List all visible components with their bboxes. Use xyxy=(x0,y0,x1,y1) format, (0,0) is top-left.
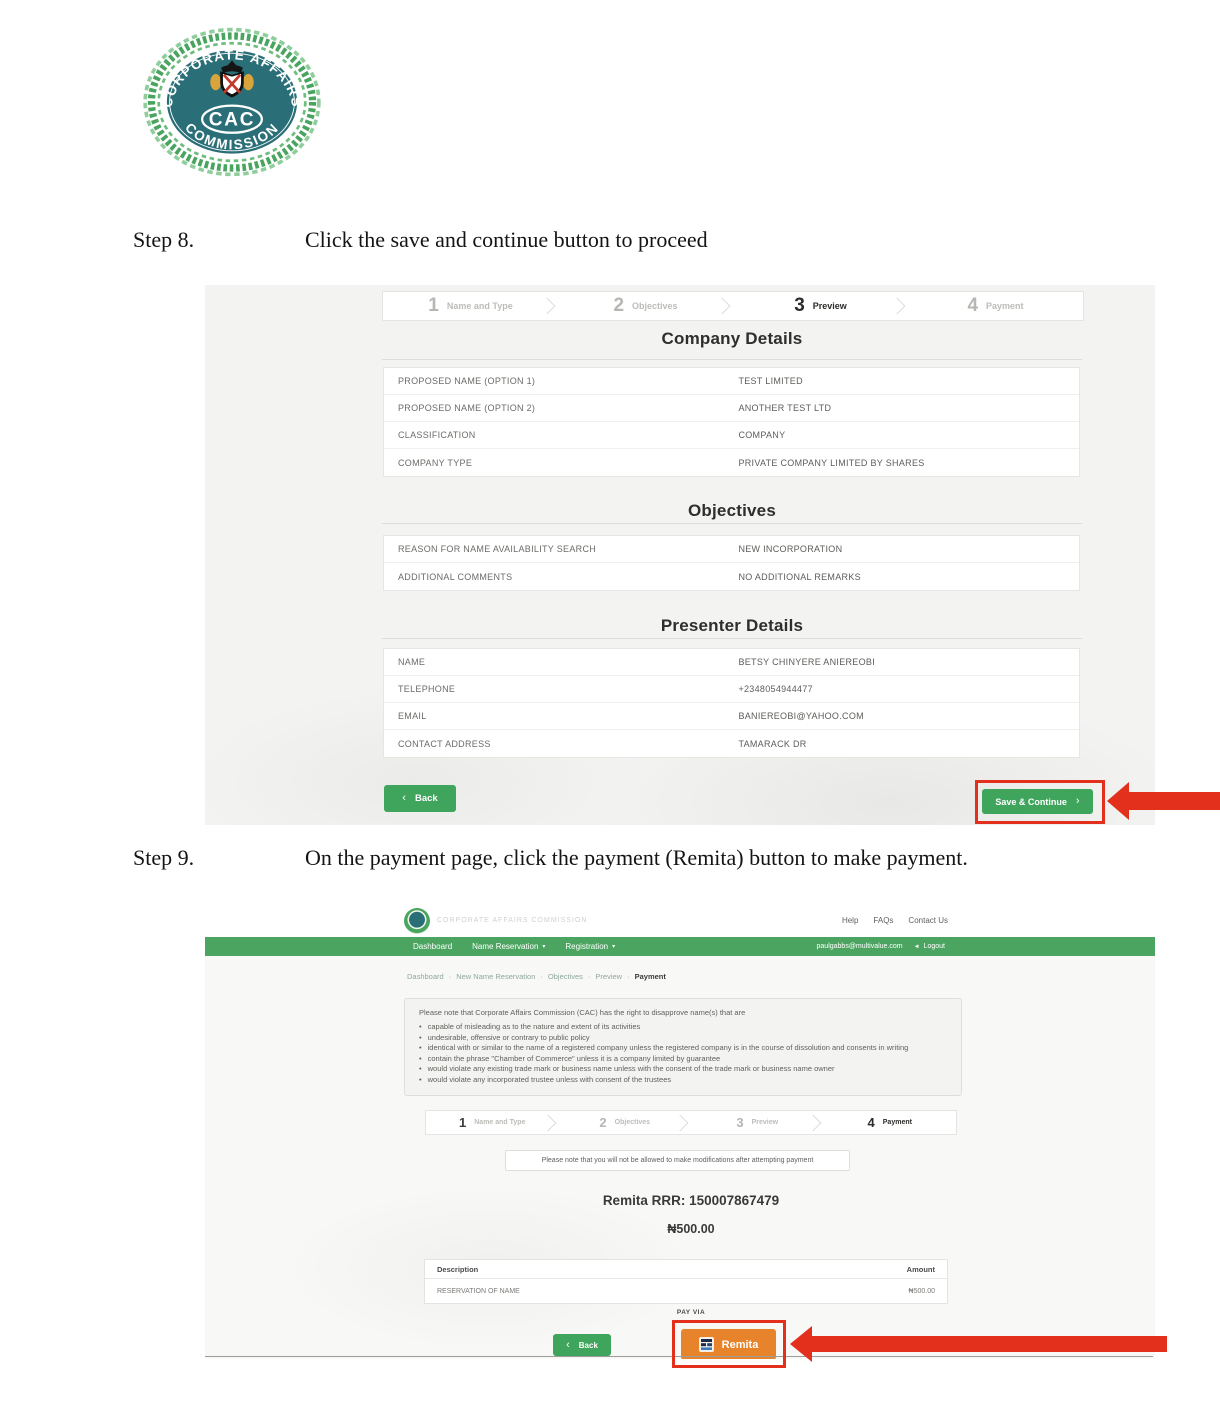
step-payment: 4 Payment xyxy=(867,1115,912,1130)
step-payment: 4 Payment xyxy=(967,295,1024,316)
wizard-stepper xyxy=(425,1110,957,1135)
highlight-box-save-continue xyxy=(975,780,1105,824)
step9-instruction: On the payment page, click the payment (Remita) button to make payment. xyxy=(305,845,968,870)
user-email: paulgabbs@multivalue.com xyxy=(816,943,903,950)
presenter-details-title: Presenter Details xyxy=(660,616,804,635)
cac-logo xyxy=(140,26,324,178)
list-item: • capable of misleading as to the nature and extent of its activities xyxy=(419,1022,641,1031)
table-row: COMPANY TYPE PRIVATE COMPANY LIMITED BY SHARES xyxy=(398,457,925,468)
divider xyxy=(382,638,1082,639)
company-details-title: Company Details xyxy=(661,329,803,348)
brand-text: CORPORATE AFFAIRS COMMISSION xyxy=(437,917,588,924)
list-item: • would violate any existing trade mark or business name unless with the consent of the trade mark or business name owner xyxy=(419,1064,835,1073)
table-row: CONTACT ADDRESS TAMARACK DR xyxy=(398,738,807,749)
table-row: PROPOSED NAME (OPTION 2) ANOTHER TEST LTD xyxy=(384,395,1079,422)
step-objectives: 2 Objectives xyxy=(558,292,733,320)
faqs-link[interactable]: FAQs xyxy=(873,916,894,925)
breadcrumb-new-name-reservation[interactable]: New Name Reservation xyxy=(456,972,536,981)
company-details-table xyxy=(383,367,1080,477)
divider xyxy=(382,523,1082,524)
logout-button[interactable]: ◄ Logout xyxy=(913,943,945,950)
nav-name-reservation[interactable]: Name Reservation ▾ xyxy=(472,942,546,951)
list-item: • contain the phrase "Chamber of Commerce" unless it is a company limited by guarantee xyxy=(419,1053,721,1063)
objectives-table xyxy=(383,535,1080,591)
table-row: TELEPHONE +2348054944477 xyxy=(384,676,1079,703)
chevron-left-icon: ‹ xyxy=(566,1338,570,1351)
table-row: RESERVATION OF NAME ₦500.00 xyxy=(437,1287,935,1295)
annotation-arrow-body xyxy=(1129,792,1220,810)
payment-items-table xyxy=(424,1259,948,1304)
step-name-and-type: 1 Name and Type xyxy=(426,1111,559,1134)
table-row: CLASSIFICATION COMPANY xyxy=(384,422,1079,449)
list-item: • identical with or similar to the name of a registered company unless the registered company is in the course of dissolution and consents in writing xyxy=(419,1043,909,1052)
remita-rrr-value: Remita RRR: 150007867479 xyxy=(602,1193,780,1208)
logout-icon: ◄ xyxy=(913,943,920,950)
step8-instruction: Click the save and continue button to proceed xyxy=(305,227,708,252)
seal-arc-top-text: CORPORATE AFFAIRS xyxy=(159,47,305,109)
save-continue-button[interactable]: Save & Continue › xyxy=(982,789,1093,814)
back-button[interactable]: ‹ Back xyxy=(384,785,456,812)
list-item: • would violate any incorporated trustee unless with consent of the trustees xyxy=(419,1074,672,1084)
payment-amount: ₦500.00 xyxy=(667,1222,715,1236)
pay-via-label: PAY VIA xyxy=(676,1309,706,1316)
presenter-details-table xyxy=(383,648,1080,758)
breadcrumb: Dashboard · New Name Reservation · Objectives · Preview · Payment xyxy=(407,972,666,981)
back-button[interactable]: ‹ Back xyxy=(553,1334,611,1356)
table-header-row: Description Amount xyxy=(425,1260,947,1279)
nav-registration[interactable]: Registration ▾ xyxy=(565,942,616,951)
chevron-right-icon: › xyxy=(1075,795,1080,807)
annotation-arrow-remita xyxy=(790,1326,812,1362)
table-row: PROPOSED NAME (OPTION 1) TEST LIMITED xyxy=(384,368,1079,395)
no-modification-note: Please note that you will not be allowed to make modifications after attempting payment xyxy=(505,1150,850,1171)
seal-arc-bottom-text: COMMISSION xyxy=(182,119,282,153)
caret-down-icon: ▾ xyxy=(612,944,616,950)
objectives-title: Objectives xyxy=(688,501,776,520)
nav-dashboard[interactable]: Dashboard xyxy=(413,942,453,951)
list-item: • undesirable, offensive or contrary to public policy xyxy=(419,1032,590,1042)
step-preview: 3 Preview xyxy=(691,1111,824,1134)
wizard-stepper xyxy=(382,291,1084,321)
site-header xyxy=(205,905,1155,937)
name-disapproval-notice xyxy=(404,998,962,1096)
annotation-arrow-save-continue xyxy=(1107,782,1129,820)
chevron-left-icon: ‹ xyxy=(402,792,406,804)
seal-center-text: CAC xyxy=(208,109,256,131)
screenshot-payment-page xyxy=(205,905,1155,1359)
main-nav xyxy=(205,937,1155,956)
help-link[interactable]: Help xyxy=(841,916,859,925)
notice-intro: Please note that Corporate Affairs Commission (CAC) has the right to disapprove name(s) that are xyxy=(419,1008,746,1017)
table-row: REASON FOR NAME AVAILABILITY SEARCH NEW INCORPORATION xyxy=(384,536,1079,563)
breadcrumb-dashboard[interactable]: Dashboard xyxy=(407,972,444,981)
highlight-box-remita xyxy=(672,1320,786,1368)
breadcrumb-payment: Payment xyxy=(634,972,666,981)
breadcrumb-preview[interactable]: Preview xyxy=(595,972,623,981)
table-row: NAME BETSY CHINYERE ANIEREOBI xyxy=(384,649,1079,676)
caret-down-icon: ▾ xyxy=(542,944,546,950)
step9-label: Step 9. xyxy=(133,845,195,870)
breadcrumb-objectives[interactable]: Objectives xyxy=(547,972,583,981)
step-objectives: 2 Objectives xyxy=(559,1111,692,1134)
notice-bullet-list xyxy=(419,1022,947,1085)
screenshot-preview-page xyxy=(205,285,1155,825)
contact-us-link[interactable]: Contact Us xyxy=(908,916,948,925)
header-links xyxy=(842,916,948,925)
step8-label: Step 8. xyxy=(133,227,195,252)
step-name-and-type: 1 Name and Type xyxy=(383,292,558,320)
step-preview: 3 Preview xyxy=(733,292,908,320)
table-row: EMAIL BANIEREOBI@YAHOO.COM xyxy=(384,703,1079,730)
divider xyxy=(382,359,1082,360)
annotation-arrow-body xyxy=(812,1336,1167,1352)
cac-logo-icon[interactable] xyxy=(404,908,430,934)
remita-pay-button[interactable]: Remita xyxy=(681,1329,776,1359)
table-row: ADDITIONAL COMMENTS NO ADDITIONAL REMARKS xyxy=(398,571,861,582)
